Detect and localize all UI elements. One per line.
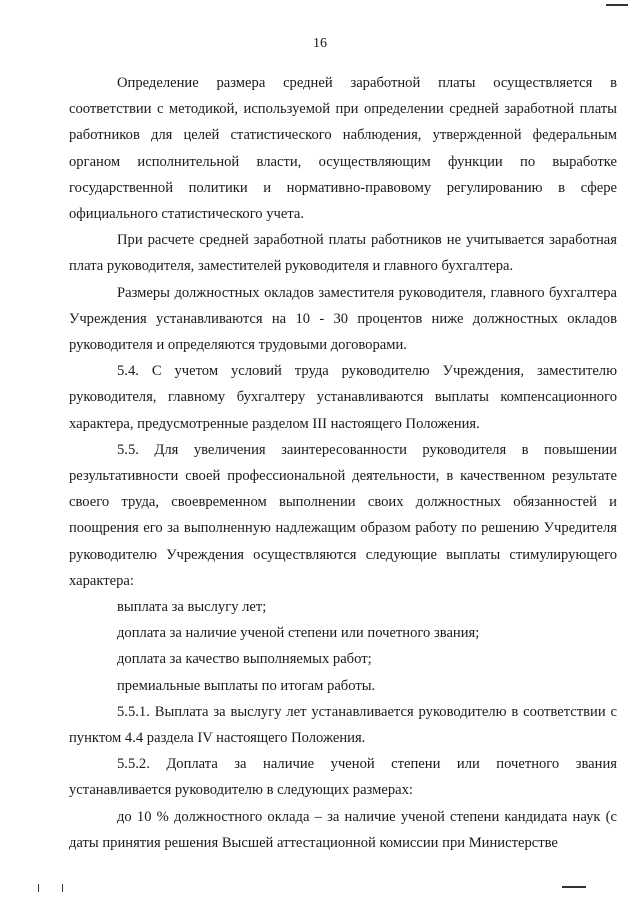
list-item-academic-degree: доплата за наличие ученой степени или почетного звания; <box>117 625 480 642</box>
paragraph-candidate-degree: до 10 % должностного оклада – за наличие ученой степени кандидата наук (с даты принятия решения Высшей аттестационной комиссии при Министерстве <box>69 808 617 851</box>
document-body <box>69 70 617 856</box>
paragraph-5-4: 5.4. С учетом условий труда руководителю Учреждения, заместителю руководителя, главному бухгалтеру устанавливаются выплаты компенсационного характера, предусмотренные разделом III настоящего Положения. <box>69 363 617 432</box>
paragraph-average-salary: Определение размера средней заработной платы осуществляется в соответствии с методикой, используемой при определении средней заработной платы работников для целей статистического наблюдения, утвержденной федеральным органом исполнительной власти, осуществляющим функции по выработке государственной политики и нормативно-правовому регулированию в сфере официального статистического учета. <box>69 75 617 223</box>
page-number: 16 <box>313 36 327 51</box>
scan-mark-bottom-left-2 <box>62 884 63 892</box>
list-item-bonus: премиальные выплаты по итогам работы. <box>117 677 376 694</box>
paragraph-5-5-2: 5.5.2. Доплата за наличие ученой степени или почетного звания устанавливается руководителю в следующих размерах: <box>69 756 617 799</box>
paragraph-5-5: 5.5. Для увеличения заинтересованности руководителя в повышении результативности своей профессиональной деятельности, в качественном результате своего труда, своевременном выполнении своих должностных обязанностей и поощрения его за выполненную надлежащим образом работу по решению Учредителя руководителю Учреждения осуществляются следующие выплаты стимулирующего характера: <box>69 441 617 589</box>
list-item-seniority: выплата за выслугу лет; <box>117 599 267 616</box>
paragraph-5-5-1: 5.5.1. Выплата за выслугу лет устанавливается руководителю в соответствии с пунктом 4.4 раздела IV настоящего Положения. <box>69 703 617 747</box>
scan-mark-bottom-left <box>38 884 39 892</box>
scan-mark-bottom-right <box>562 886 586 888</box>
scan-mark-top-right <box>606 4 628 6</box>
list-item-quality: доплата за качество выполняемых работ; <box>117 651 372 668</box>
paragraph-deputy-salaries: Размеры должностных окладов заместителя руководителя, главного бухгалтера Учреждения устанавливаются на 10 - 30 процентов ниже должностных окладов руководителя и определяются трудовыми договорами. <box>69 284 617 354</box>
paragraph-salary-exclusion: При расчете средней заработной платы работников не учитывается заработная плата руководителя, заместителей руководителя и главного бухгалтера. <box>69 232 617 275</box>
